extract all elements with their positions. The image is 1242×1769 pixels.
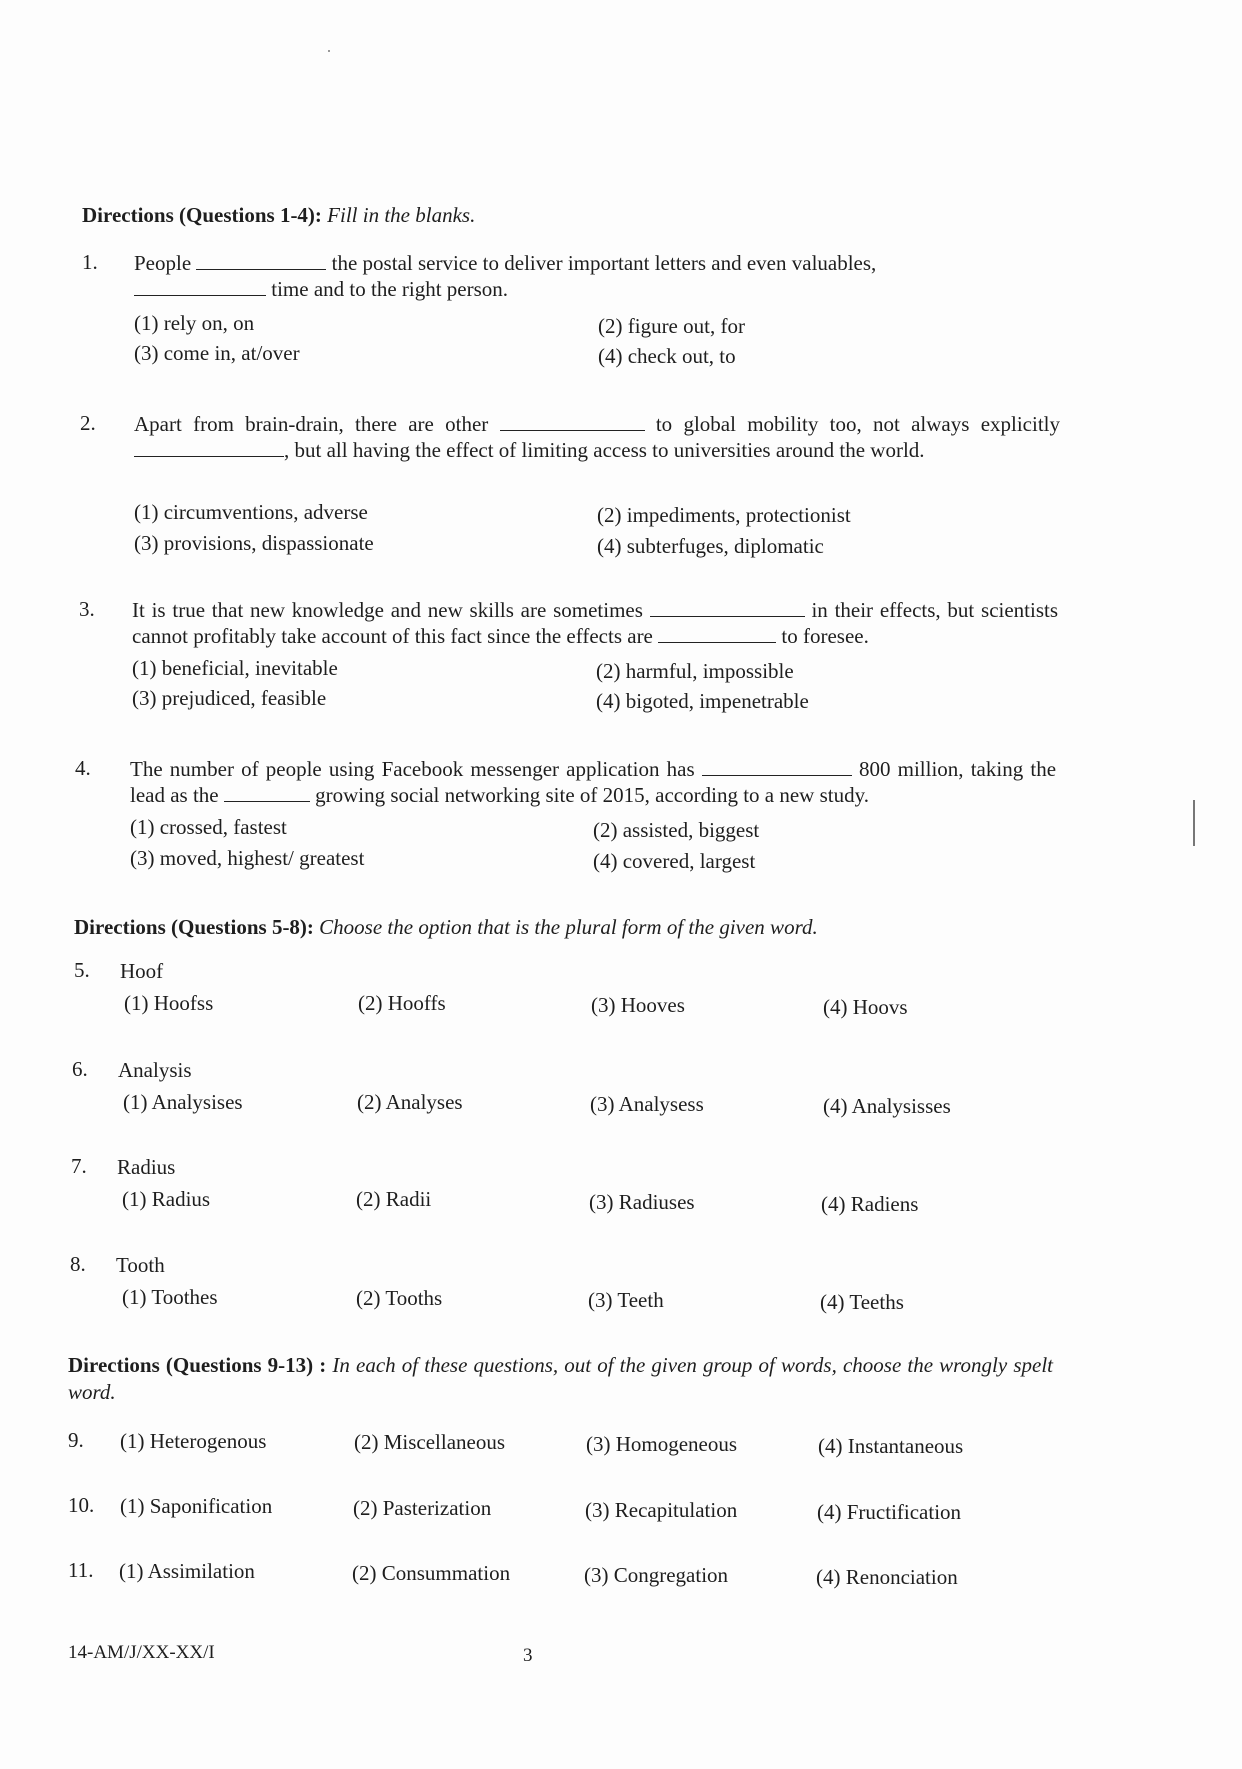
question-text: It is true that new knowledge and new skills are sometimes in their effects, but scientists cannot profitably take account of this fact since the effects are to foresee. — [132, 598, 1059, 648]
question-number: 1. — [82, 250, 98, 274]
option-4[interactable]: (4) check out, to — [598, 344, 736, 368]
option-2[interactable]: (2) Hooffs — [358, 991, 446, 1015]
paper-code: 14-AM/J/XX-XX/I — [68, 1642, 215, 1663]
option-2[interactable]: (2) Pasterization — [353, 1496, 492, 1520]
directions-text: Choose the option that is the plural form of the given word. — [319, 915, 818, 939]
option-3[interactable]: (3) come in, at/over — [134, 341, 300, 365]
blank — [500, 412, 645, 431]
option-1[interactable]: (1) rely on, on — [134, 311, 255, 335]
option-2[interactable]: (2) Tooths — [356, 1286, 443, 1310]
option-4[interactable]: (4) bigoted, impenetrable — [596, 689, 809, 713]
question-number: 4. — [75, 756, 91, 780]
option-2[interactable]: (2) Radii — [356, 1187, 432, 1211]
option-1[interactable]: (1) crossed, fastest — [130, 815, 287, 839]
option-4[interactable]: (4) Hoovs — [823, 995, 908, 1019]
option-3[interactable]: (3) moved, highest/ greatest — [130, 846, 365, 870]
option-3[interactable]: (3) Hooves — [591, 993, 685, 1017]
directions-label: Directions (Questions 1-4): — [82, 203, 322, 227]
option-4[interactable]: (4) Renonciation — [816, 1565, 958, 1589]
option-3[interactable]: (3) prejudiced, feasible — [132, 686, 327, 710]
scan-mark — [1193, 800, 1195, 846]
question-text: The number of people using Facebook messenger application has 800 million, taking the lead as the growing social networking site of 2015, according to a new study. — [130, 757, 1057, 807]
blank — [196, 251, 326, 270]
directions-spelling — [68, 1352, 1053, 1406]
option-2[interactable]: (2) Analyses — [357, 1090, 463, 1114]
option-1[interactable]: (1) Heterogenous — [120, 1429, 267, 1453]
question-word: Radius — [117, 1155, 176, 1179]
question-word: Tooth — [116, 1253, 165, 1277]
question-text: People the postal service to deliver important letters and even valuables, time and to the right person. — [134, 251, 877, 301]
option-3[interactable]: (3) Congregation — [584, 1563, 729, 1587]
question-word: Hoof — [120, 959, 164, 983]
question-number: 3. — [79, 597, 95, 621]
directions-label: Directions (Questions 5-8): — [74, 915, 314, 939]
option-2[interactable]: (2) harmful, impossible — [596, 659, 794, 683]
blank — [650, 598, 805, 617]
blank — [224, 783, 310, 802]
question-number: 9. — [68, 1428, 84, 1452]
option-3[interactable]: (3) provisions, dispassionate — [134, 531, 374, 555]
question-number: 6. — [72, 1057, 88, 1081]
option-3[interactable]: (3) Teeth — [588, 1288, 664, 1312]
blank — [658, 624, 776, 643]
directions-label: Directions (Questions 9-13) : — [68, 1353, 327, 1377]
option-2[interactable]: (2) figure out, for — [598, 314, 745, 338]
option-4[interactable]: (4) Instantaneous — [818, 1434, 964, 1458]
option-3[interactable]: (3) Analysess — [590, 1092, 704, 1116]
option-2[interactable]: (2) assisted, biggest — [593, 818, 760, 842]
scan-dot — [328, 50, 330, 52]
page-number: 3 — [523, 1645, 533, 1666]
option-1[interactable]: (1) Assimilation — [119, 1559, 255, 1583]
option-2[interactable]: (2) Miscellaneous — [354, 1430, 506, 1454]
question-word: Analysis — [118, 1058, 192, 1082]
directions-text: Fill in the blanks. — [327, 203, 476, 227]
question-number: 10. — [68, 1493, 95, 1517]
option-1[interactable]: (1) Analysises — [123, 1090, 243, 1114]
question-number: 5. — [74, 958, 90, 982]
option-4[interactable]: (4) covered, largest — [593, 849, 756, 873]
blank — [134, 438, 284, 457]
option-4[interactable]: (4) Radiens — [821, 1192, 919, 1216]
option-1[interactable]: (1) Radius — [122, 1187, 211, 1211]
option-4[interactable]: (4) subterfuges, diplomatic — [597, 534, 824, 558]
directions-fill-blanks — [82, 202, 1062, 229]
blank — [134, 277, 266, 296]
directions-plural — [74, 914, 1054, 941]
question-number: 2. — [80, 411, 96, 435]
option-1[interactable]: (1) Saponification — [120, 1494, 273, 1518]
option-3[interactable]: (3) Homogeneous — [586, 1432, 738, 1456]
option-1[interactable]: (1) circumventions, adverse — [134, 500, 368, 524]
option-3[interactable]: (3) Radiuses — [589, 1190, 695, 1214]
option-4[interactable]: (4) Teeths — [820, 1290, 904, 1314]
question-number: 7. — [71, 1154, 87, 1178]
directions-text: In each of these questions, out of the given group of words, choose the wrongly spelt word. — [68, 1353, 1053, 1404]
option-2[interactable]: (2) impediments, protectionist — [597, 503, 851, 527]
option-2[interactable]: (2) Consummation — [352, 1561, 511, 1585]
option-1[interactable]: (1) beneficial, inevitable — [132, 656, 338, 680]
option-1[interactable]: (1) Hoofss — [124, 991, 214, 1015]
option-3[interactable]: (3) Recapitulation — [585, 1498, 738, 1522]
blank — [702, 757, 852, 776]
question-number: 11. — [68, 1558, 94, 1582]
option-1[interactable]: (1) Toothes — [122, 1285, 218, 1309]
question-text: Apart from brain-drain, there are other to global mobility too, not always explicitly , but all having the effect of limiting access to universities around the world. — [134, 412, 1061, 462]
option-4[interactable]: (4) Fructification — [817, 1500, 962, 1524]
option-4[interactable]: (4) Analysisses — [823, 1094, 951, 1118]
question-number: 8. — [70, 1252, 86, 1276]
